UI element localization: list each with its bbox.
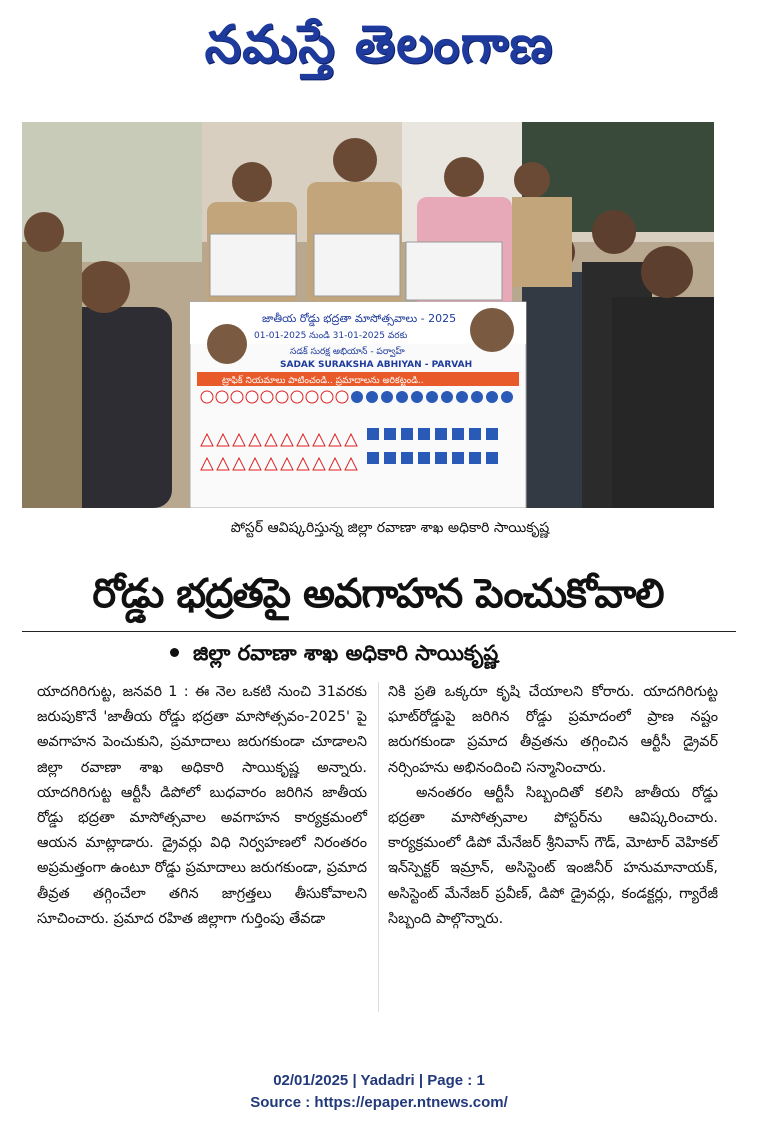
article-paragraph: యాదగిరిగుట్ట, జనవరి 1 : ఈ నెల ఒకటి నుంచి 31వరకు జరుపుకొనే 'జాతీయ రోడ్డు భద్రతా మాసోత్సవం-2025' పై అవగాహన పెంచుకుని, ప్రమాదాలు జరుగకుండా చూడాలని జిల్లా రవాణా శాఖ అధికారి సాయికృష్ణ అన్నారు. యాదగిరిగుట్ట ఆర్టీసీ డిపోలో బుధవారం జరిగిన జాతీయ రోడ్డు భద్రతా మాసోత్సవాల అవగాహన కార్యక్రమంలో ఆయన మాట్లాడారు. డ్రైవర్లు విధి నిర్వహణలో నిరంతరం అప్రమత్తంగా ఉంటూ రోడ్డు ప్రమాదాలు జరుగకుండా, ప్రమాద తీవ్రత తగ్గించేలా తగిన జాగ్రత్తలు తీసుకోవాలని సూచించారు. ప్రమాద రహిత జిల్లాగా గుర్తింపు తేవడా (37, 684, 367, 927)
footer-source-line: Source : https://epaper.ntnews.com/ (250, 1094, 508, 1111)
subhead-text: జిల్లా రవాణా శాఖ అధికారి సాయికృష్ణ (193, 641, 499, 665)
footer-edition-line: 02/01/2025 | Yadadri | Page : 1 (273, 1072, 485, 1089)
article-column-left (37, 680, 367, 932)
article-paragraph: నికి ప్రతి ఒక్కరూ కృషి చేయాలని కోరారు. యాదగిరిగుట్ట ఘాట్‌రోడ్డుపై జరిగిన రోడ్డు ప్రమాదంలో ప్రాణ నష్టం జరుగకుండా ప్రమాద తీవ్రతను తగ్గించిన ఆర్టీసీ డ్రైవర్ నర్సింహను అభినందించి సన్మానించారు. (388, 684, 718, 776)
news-photo (22, 122, 714, 508)
banner-campaign-telugu: సడక్ సురక్ష అభియాన్ - పర్వాహ్ (290, 347, 405, 357)
photo-caption: పోస్టర్ ఆవిష్కరిస్తున్న జిల్లా రవాణా శాఖ అధికారి సాయికృష్ణ (230, 520, 550, 536)
newspaper-masthead: నమస్తే తెలంగాణ (204, 14, 554, 75)
column-divider (378, 682, 379, 1012)
banner-title: జాతీయ రోడ్డు భద్రతా మాసోత్సవాలు - 2025 (262, 312, 457, 325)
page-footer (0, 1070, 758, 1114)
article-headline: రోడ్డు భద్రతపై అవగాహన పెంచుకోవాలి (92, 571, 664, 617)
article-column-right (388, 680, 718, 932)
article-subhead (170, 636, 650, 670)
banner-dates: 01-01-2025 నుండి 31-01-2025 వరకు (254, 331, 408, 341)
article-paragraph: అనంతరం ఆర్టీసీ సిబ్బందితో కలిసి జాతీయ రోడ్డు భద్రతా మాసోత్సవాల పోస్టర్‌ను ఆవిష్కరించారు. కార్యక్రమంలో డిపో మేనేజర్ శ్రీనివాస్ గౌడ్, మోటార్ వెహికల్ ఇన్‌స్పెక్టర్ ఇమ్రాన్, అసిస్టెంట్ ఇంజినీర్ హనుమానాయక్, అసిస్టెంట్ మేనేజర్ ప్రవీణ్, డిపో డ్రైవర్లు, కండక్టర్లు, గ్యారేజీ సిబ్బంది పాల్గొన్నారు. (388, 784, 718, 927)
headline-divider (22, 631, 736, 632)
banner-strip-text: ట్రాఫిక్ నియమాలు పాటించండి.. ప్రమాదాలను అరికట్టండి.. (222, 376, 424, 386)
bullet-icon (170, 648, 179, 657)
banner-campaign-english: SADAK SURAKSHA ABHIYAN - PARVAH (280, 360, 473, 370)
